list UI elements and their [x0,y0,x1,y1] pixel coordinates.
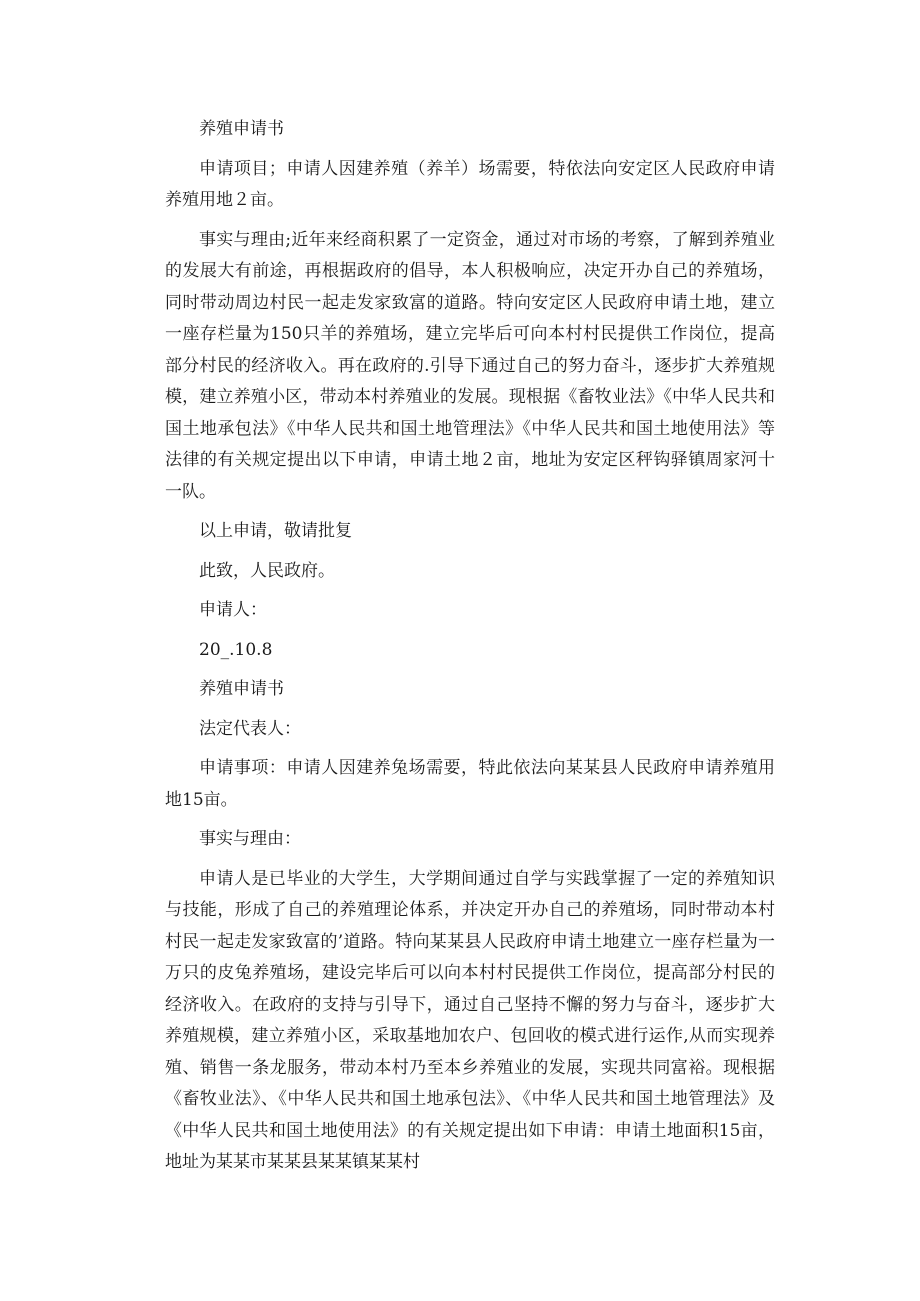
applicant-line: 申请人： [199,600,267,620]
request-approval-line: 以上申请，敬请批复 [199,521,352,541]
date-line: 20_.10.8 [199,639,273,660]
facts-reasons-heading: 事实与理由： [199,829,301,849]
doc-title-2: 养殖申请书 [199,679,284,699]
doc-title-1: 养殖申请书 [199,119,284,139]
facts-reasons-paragraph: 事实与理由;近年来经商积累了一定资金，通过对市场的考察，了解到养殖业的发展大有前途，再根据政府的倡导，本人积极响应，决定开办自己的养殖场，同时带动周边村民一起走发家致富的道路。特向安定区人民政府申请土地，建立一座存栏量为150只羊的养殖场，建立完毕后可向本村村民提供工作岗位，提高部分村民的经济收入。再在政府的.引导下通过自己的努力奋斗，逐步扩大养殖规模，建立养殖小区，带动本村养殖业的发展。现根据《畜牧业法》《中华人民共和国土地承包法》《中华人民共和国土地管理法》《中华人民共和国土地使用法》等法律的有关规定提出以下申请，申请土地２亩，地址为安定区秤钩驿镇周家河十一队。 [165,229,775,502]
application-item-paragraph: 申请项目；申请人因建养殖（养羊）场需要，特依法向安定区人民政府申请养殖用地２亩。 [165,158,775,210]
applicant-background-paragraph: 申请人是已毕业的大学生，大学期间通过自学与实践掌握了一定的养殖知识与技能，形成了自己的养殖理论体系，并决定开办自己的养殖场，同时带动本村村民一起走发家致富的’道路。特向某某县人民政府申请土地建立一座存栏量为一万只的皮兔养殖场，建设完毕后可以向本村村民提供工作岗位，提高部分村民的经济收入。在政府的支持与引导下，通过自己坚持不懈的努力与奋斗，逐步扩大养殖规模，建立养殖小区，采取基地加农户、包回收的模式进行运作,从而实现养殖、销售一条龙服务，带动本村乃至本乡养殖业的发展，实现共同富裕。现根据《畜牧业法》、《中华人民共和国土地承包法》、《中华人民共和国土地管理法》及《中华人民共和国土地使用法》的有关规定提出如下申请：申请土地面积15亩，地址为某某市某某县某某镇某某村 [165,868,775,1172]
legal-representative-line: 法定代表人： [199,718,301,739]
application-matter-paragraph: 申请事项：申请人因建养兔场需要，特此依法向某某县人民政府申请养殖用地15亩。 [165,758,775,810]
salutation-line: 此致，人民政府。 [199,560,335,581]
document-page [165,114,775,1179]
